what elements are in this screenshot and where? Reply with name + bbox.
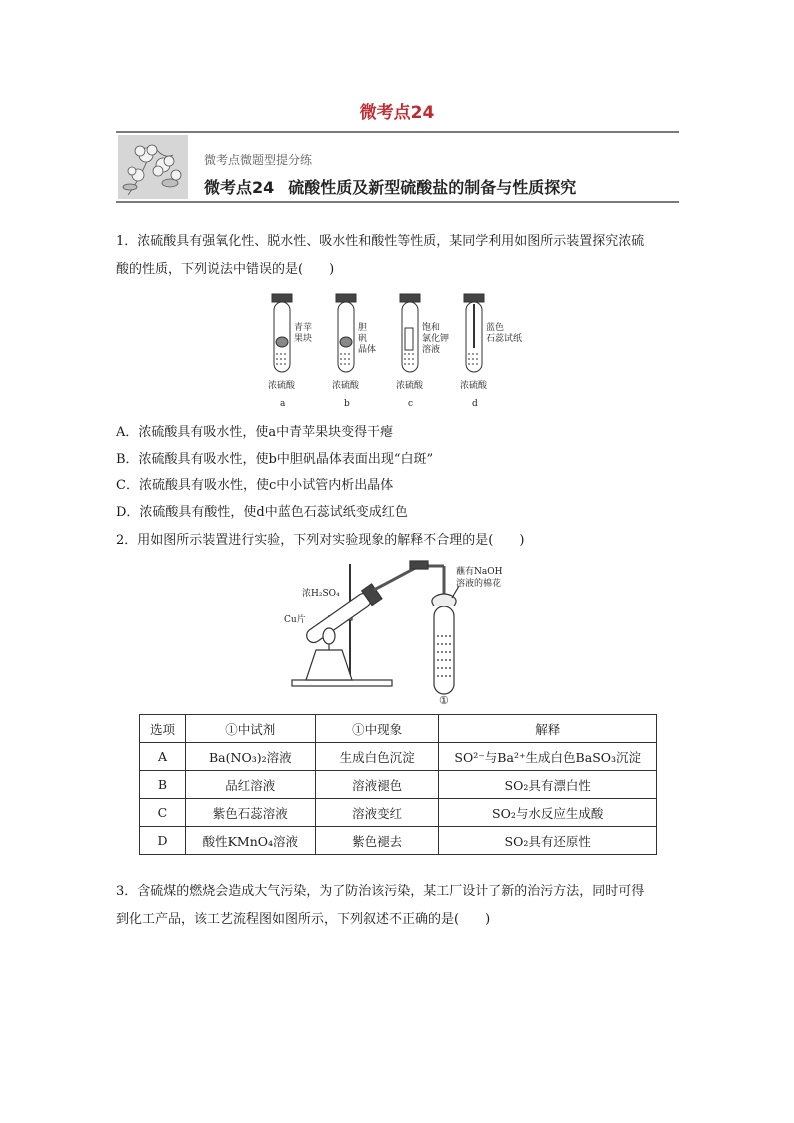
tube-c-letter: c: [408, 399, 414, 409]
q3-stem: [116, 880, 681, 932]
cell-phenomenon: 溶液褪色: [315, 771, 439, 799]
q2-metal-label: Cu片: [284, 615, 306, 625]
q2-cotton-label-2: 溶液的棉花: [456, 579, 502, 589]
tube-a-letter: a: [280, 399, 286, 409]
tube-b-acid-label: 浓硫酸: [332, 381, 360, 391]
cell-explanation: SO²⁻与Ba²⁺生成白色BaSO₃沉淀: [439, 743, 657, 771]
tube-b-letter: b: [344, 399, 350, 409]
q1-option-d: D．浓硫酸具有酸性，使d中蓝色石蕊试纸变成红色: [116, 505, 408, 520]
tube-c-note2: 氯化钾: [422, 334, 450, 344]
page-title: 微考点24: [359, 103, 435, 123]
q2-acid-label: 浓H₂SO₄: [302, 589, 340, 599]
table-header-row: [140, 715, 657, 743]
stand-base: [292, 680, 392, 686]
tube-c-acid-label: 浓硫酸: [396, 381, 424, 391]
cell-option: C: [140, 799, 186, 827]
cell-phenomenon: 生成白色沉淀: [315, 743, 439, 771]
cell-phenomenon: 溶液变红: [315, 799, 439, 827]
tube-a-note1: 青苹: [294, 323, 313, 333]
banner-top-rule: [116, 131, 679, 133]
q1-stem: [116, 230, 681, 282]
cell-reagent: Ba(NO₃)₂溶液: [185, 743, 315, 771]
q3-stem-line2: 到化工产品，该工艺流程图如图所示，下列叙述不正确的是( ): [116, 912, 491, 927]
tube-b-note3: 晶体: [358, 345, 377, 355]
tube-b-note2: 矾: [358, 334, 368, 344]
banner-heading-text: 硫酸性质及新型硫酸盐的制备与性质探究: [288, 178, 577, 197]
section-banner: [116, 131, 679, 203]
cell-explanation: SO₂具有还原性: [439, 827, 657, 855]
table-row: [140, 743, 657, 771]
tube-d-acid-label: 浓硫酸: [460, 381, 488, 391]
cell-explanation: SO₂具有漂白性: [439, 771, 657, 799]
test-tube-a: [272, 294, 292, 372]
flower-icon: [118, 135, 188, 199]
banner-subtitle: 微考点微题型提分练: [204, 153, 313, 167]
q2-cotton-label-1: 蘸有NaOH: [456, 567, 503, 577]
q1-stem-line2: 酸的性质，下列说法中错误的是( ): [116, 262, 335, 277]
cell-option: B: [140, 771, 186, 799]
banner-heading: [204, 175, 576, 198]
test-tube-b: [336, 294, 356, 372]
q2-stem: 2．用如图所示装置进行实验，下列对实验现象的解释不合理的是( ): [116, 533, 525, 548]
tube-c-note1: 饱和: [422, 323, 441, 333]
cell-reagent: 紫色石蕊溶液: [185, 799, 315, 827]
tube-d-letter: d: [472, 399, 478, 409]
tube-c-note3: 溶液: [422, 345, 441, 355]
q2-tube-label: ①: [439, 694, 449, 706]
tube-b-note1: 胆: [358, 323, 368, 333]
cell-explanation: SO₂与水反应生成酸: [439, 799, 657, 827]
table-row: [140, 827, 657, 855]
tube-a-note2: 果块: [294, 334, 313, 344]
q1-stem-line1: 1．浓硫酸具有强氧化性、脱水性、吸水性和酸性等性质，某同学利用如图所示装置探究浓硫: [116, 234, 645, 249]
header-explanation: 解释: [439, 715, 657, 743]
q2-figure: [284, 556, 514, 706]
cell-phenomenon: 紫色褪去: [315, 827, 439, 855]
cell-reagent: 品红溶液: [185, 771, 315, 799]
q2-table: [139, 714, 657, 855]
test-tube-d: [464, 294, 484, 372]
q3-stem-line1: 3．含硫煤的燃烧会造成大气污染，为了防治该污染，某工厂设计了新的治污方法，同时可得: [116, 884, 645, 899]
tube-d-note2: 石蕊试纸: [486, 334, 523, 344]
q1-figure: [262, 292, 542, 410]
q1-option-c: C．浓硫酸具有吸水性，使c中小试管内析出晶体: [116, 478, 394, 493]
cell-reagent: 酸性KMnO₄溶液: [185, 827, 315, 855]
header-reagent: ①中试剂: [185, 715, 315, 743]
table-row: [140, 771, 657, 799]
test-tube-c: [400, 294, 420, 372]
q1-option-b: B．浓硫酸具有吸水性，使b中胆矾晶体表面出现“白斑”: [116, 452, 434, 467]
header-phenomenon: ①中现象: [315, 715, 439, 743]
tube-a-acid-label: 浓硫酸: [268, 381, 296, 391]
header-option: 选项: [140, 715, 186, 743]
banner-bottom-rule: [116, 201, 679, 203]
q1-option-a: A．浓硫酸具有吸水性，使a中青苹果块变得干瘪: [116, 425, 394, 440]
table-row: [140, 799, 657, 827]
banner-heading-code: 微考点24: [204, 178, 275, 197]
cell-option: D: [140, 827, 186, 855]
cell-option: A: [140, 743, 186, 771]
tube-d-note1: 蓝色: [486, 323, 505, 333]
